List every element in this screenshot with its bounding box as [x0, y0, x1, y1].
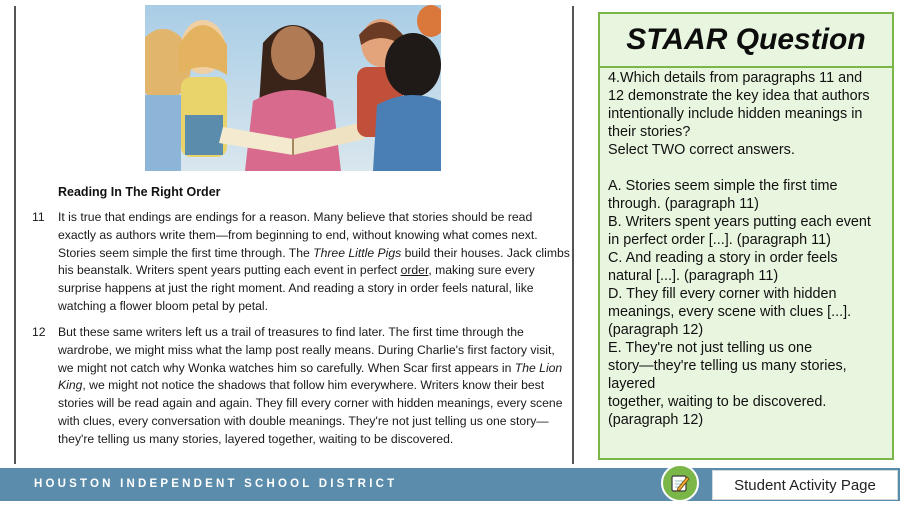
paragraph-text	[58, 209, 572, 316]
book-title: Three Little Pigs	[313, 245, 402, 260]
children-reading-illustration	[145, 5, 441, 171]
answer-option-d[interactable]: D. They fill every corner with hidden meanings, every scene with clues [...]. (paragraph 12)	[608, 286, 852, 338]
paragraph-text	[58, 324, 572, 449]
question-body	[608, 69, 890, 429]
activity-label-text: Student Activity Page	[734, 477, 876, 494]
answer-option-e[interactable]: E. They're not just telling us one story—they're telling us many stories, layered together, waiting to be discovered. (paragraph 12)	[608, 340, 847, 428]
question-header	[600, 14, 892, 68]
book-title: The Lion King	[58, 360, 563, 393]
underlined-word: order	[400, 263, 429, 278]
district-name: HOUSTON INDEPENDENT SCHOOL DISTRICT	[34, 478, 398, 490]
paragraph-11	[32, 209, 572, 316]
paragraph-number: 12	[32, 325, 46, 339]
student-activity-page-label	[712, 470, 898, 500]
answer-option-a[interactable]: A. Stories seem simple the first time through. (paragraph 11)	[608, 178, 838, 212]
text-run: build their houses. Jack climbs his beanstalk. Writers spent years putting each event in perfect	[58, 245, 570, 278]
question-panel	[598, 12, 894, 460]
text-run: It is true that endings are endings for a reason. Many believe that stories should be read exactly as authors write them—from beginning to end, without knowing what comes next. Stories seem simple the first time through. The	[58, 210, 538, 260]
paragraph-12	[32, 324, 572, 449]
question-stem: 4.Which details from paragraphs 11 and 12 demonstrate the key idea that authors intentionally include hidden meanings in their stories? Select TWO correct answers.	[608, 70, 870, 158]
column-divider	[572, 6, 574, 464]
question-header-title: STAAR Question	[626, 23, 866, 56]
answer-option-b[interactable]: B. Writers spent years putting each event in perfect order [...]. (paragraph 11)	[608, 214, 871, 248]
left-margin-line	[14, 6, 16, 464]
paragraph-number: 11	[32, 210, 45, 224]
text-run: But these same writers left us a trail of treasures to find later. The first time through the wardrobe, we might miss what the lamp post really means. During Charlie's first factory visit, we might not catch why Wonka watches him so carefully. When Scar first appears in	[58, 325, 555, 375]
text-run: , we might not notice the shadows that follow him everywhere. Writers know their best stories will be read again and again. They fill every corner with hidden meanings, every scene with clues, every conversation with double meanings. They're not just telling us one story—they're telling us many stories, layered together, waiting to be discovered.	[58, 378, 563, 446]
answer-option-c[interactable]: C. And reading a story in order feels natural [...]. (paragraph 11)	[608, 250, 838, 284]
pencil-notepad-icon	[661, 464, 699, 502]
passage-title: Reading In The Right Order	[58, 185, 221, 199]
text-run: , making sure every surprise happens at just the right moment. And reading a story in order feels natural, like watching a flower bloom petal by petal.	[58, 263, 535, 313]
